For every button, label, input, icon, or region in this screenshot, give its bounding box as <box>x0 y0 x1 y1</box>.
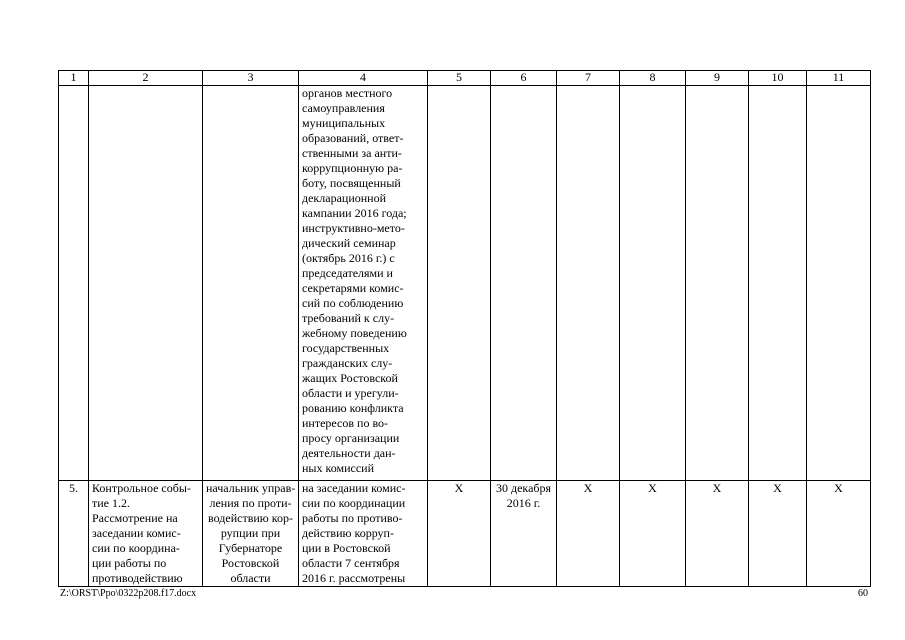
text-line: жащих Ростовской <box>302 371 398 385</box>
text-line: сии по координации <box>302 496 406 510</box>
text-line: дический семинар <box>302 236 396 250</box>
text-line: рованию конфликта <box>302 401 404 415</box>
header-cell: 7 <box>557 71 620 86</box>
text-line: рупции при <box>220 526 281 540</box>
text-line: 2016 г. рассмотрены <box>302 571 406 585</box>
header-cell: 11 <box>807 71 871 86</box>
text-line: деятельности дан- <box>302 446 396 460</box>
text-line: Губернаторе <box>218 541 283 555</box>
text-line: Ростовской <box>221 556 280 570</box>
text-line: боту, посвященный <box>302 176 401 190</box>
header-cell: 8 <box>620 71 686 86</box>
table-cell: Х <box>807 481 871 587</box>
continuation-text-cell <box>299 86 428 481</box>
text-line: ственными за анти- <box>302 146 402 160</box>
table-cell: Х <box>686 481 749 587</box>
table-cell <box>59 86 89 481</box>
document-table <box>58 70 871 587</box>
text-line: муниципальных <box>302 116 386 130</box>
header-cell: 1 <box>59 71 89 86</box>
text-line: на заседании комис- <box>302 481 406 495</box>
table-row <box>59 481 871 587</box>
header-cell: 5 <box>428 71 491 86</box>
text-line: (октябрь 2016 г.) с <box>302 251 395 265</box>
table-cell <box>89 86 203 481</box>
text-line: жебному поведению <box>302 326 407 340</box>
page-number: 60 <box>858 588 868 599</box>
text-line: противодействию <box>92 571 183 585</box>
event-name-cell <box>89 481 203 587</box>
table-cell <box>428 86 491 481</box>
text-line: ции в Ростовской <box>302 541 391 555</box>
text-line: ции работы по <box>92 556 167 570</box>
text-line: государственных <box>302 341 390 355</box>
text-line: просу организации <box>302 431 400 445</box>
header-cell: 3 <box>203 71 299 86</box>
text-line: тие 1.2. <box>92 496 130 510</box>
text-line: интересов по во- <box>302 416 389 430</box>
text-line: самоуправления <box>302 101 385 115</box>
table-cell <box>620 86 686 481</box>
text-line: области и урегули- <box>302 386 399 400</box>
table-cell <box>557 86 620 481</box>
text-line: действию корруп- <box>302 526 394 540</box>
text-line: образований, ответ- <box>302 131 404 145</box>
text-line: 2016 г. <box>506 496 541 510</box>
text-line: инструктивно-мето- <box>302 221 405 235</box>
text-line: начальник управ- <box>206 481 296 495</box>
header-cell: 9 <box>686 71 749 86</box>
table-cell <box>491 86 557 481</box>
text-line: требований к слу- <box>302 311 395 325</box>
row-number-cell: 5. <box>59 481 89 587</box>
text-line: председателями и <box>302 266 393 280</box>
header-cell: 2 <box>89 71 203 86</box>
table-cell: Х <box>749 481 807 587</box>
header-cell: 10 <box>749 71 807 86</box>
text-line: заседании комис- <box>92 526 181 540</box>
table-cell: Х <box>620 481 686 587</box>
text-line: 30 декабря <box>495 481 552 495</box>
text-line: секретарями комис- <box>302 281 404 295</box>
result-cell <box>299 481 428 587</box>
responsible-cell <box>203 481 299 587</box>
file-path: Z:\ORST\Ppo\0322p208.f17.docx <box>60 588 197 599</box>
deadline-cell <box>491 481 557 587</box>
text-line: органов местного <box>302 86 393 100</box>
text-line: ления по проти- <box>209 496 292 510</box>
text-line: гражданских слу- <box>302 356 393 370</box>
header-row <box>59 71 871 86</box>
table-cell <box>807 86 871 481</box>
table-row <box>59 86 871 481</box>
text-line: коррупционную ра- <box>302 161 403 175</box>
header-cell: 4 <box>299 71 428 86</box>
text-line: водействию кор- <box>208 511 293 525</box>
table-cell: Х <box>557 481 620 587</box>
table-cell <box>686 86 749 481</box>
text-line: Рассмотрение на <box>92 511 178 525</box>
text-line: сии по координа- <box>92 541 180 555</box>
header-cell: 6 <box>491 71 557 86</box>
text-line: области <box>230 571 271 585</box>
text-line: кампании 2016 года; <box>302 206 407 220</box>
text-line: декларационной <box>302 191 387 205</box>
table-cell: Х <box>428 481 491 587</box>
text-line: ных комиссий <box>302 461 374 475</box>
text-line: сий по соблюдению <box>302 296 404 310</box>
table-cell <box>203 86 299 481</box>
text-line: области 7 сентября <box>302 556 400 570</box>
table-cell <box>749 86 807 481</box>
text-line: Контрольное собы- <box>92 481 191 495</box>
text-line: работы по противо- <box>302 511 403 525</box>
